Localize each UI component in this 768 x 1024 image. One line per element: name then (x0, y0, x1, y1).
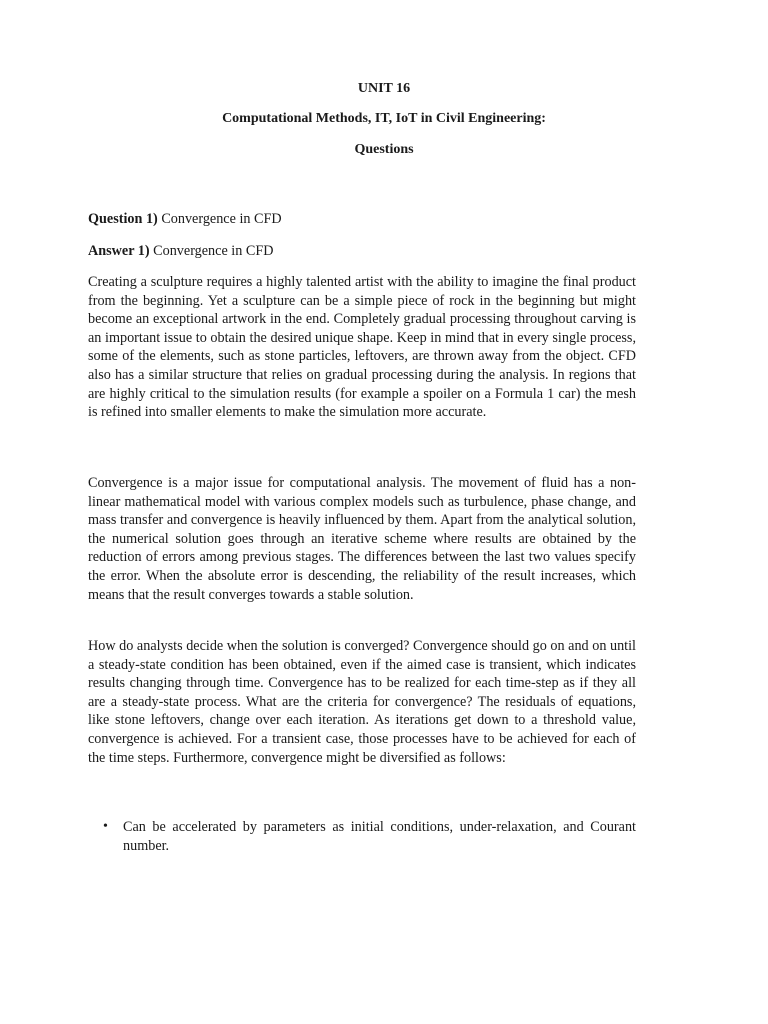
answer-heading (88, 242, 636, 260)
list-item-text: Can be accelerated by parameters as initial conditions, under-relaxation, and Courant number. (123, 819, 636, 854)
bullet-list (88, 818, 636, 855)
paragraph: Convergence is a major issue for computational analysis. The movement of fluid has a non-linear mathematical model with various complex models such as turbulence, phase change, and mass transfer and convergence is heavily influenced by them. Apart from the analytical solution, the numerical solution goes through an iterative scheme where results are obtained by the reduction of errors among previous stages. The differences between the last two values specify the error. When the absolute error is descending, the reliability of the result increases, which means that the result converges towards a stable solution. (88, 475, 636, 603)
question-label: Question 1) (88, 211, 158, 227)
unit-subtitle: Computational Methods, IT, IoT in Civil Engineering: (222, 111, 546, 126)
question-heading (88, 210, 636, 228)
unit-title: UNIT 16 (357, 81, 411, 96)
section-heading: Questions (354, 142, 414, 157)
bullet-icon: • (103, 819, 108, 834)
question-text: Convergence in CFD (157, 211, 282, 227)
list-item (88, 818, 636, 855)
answer-text: Convergence in CFD (149, 243, 274, 259)
paragraph: Creating a sculpture requires a highly talented artist with the ability to imagine the final product from the beginning. Yet a sculpture can be a simple piece of rock in the beginning but might become an exceptional artwork in the end. Completely gradual processing throughout carving is an important issue to obtain the desired unique shape. Keep in mind that in every single process, some of the elements, such as stone particles, leftovers, are thrown away from the object. CFD also has a similar structure that relies on gradual processing during the analysis. In regions that are highly critical to the simulation results (for example a spoiler on a Formula 1 car) the mesh is refined into smaller elements to make the simulation more accurate. (88, 274, 636, 421)
paragraph: How do analysts decide when the solution is converged? Convergence should go on and on until a steady-state condition has been obtained, even if the aimed case is transient, which indicates results changing through time. Convergence has to be realized for each time-step as if they all are a steady-state process. What are the criteria for convergence? The residuals of equations, like stone leftovers, change over each iteration. As iterations get down to a threshold value, convergence is achieved. For a transient case, those processes have to be achieved for each of the time steps. Furthermore, convergence might be diversified as follows: (88, 638, 636, 766)
answer-label: Answer 1) (88, 243, 150, 259)
